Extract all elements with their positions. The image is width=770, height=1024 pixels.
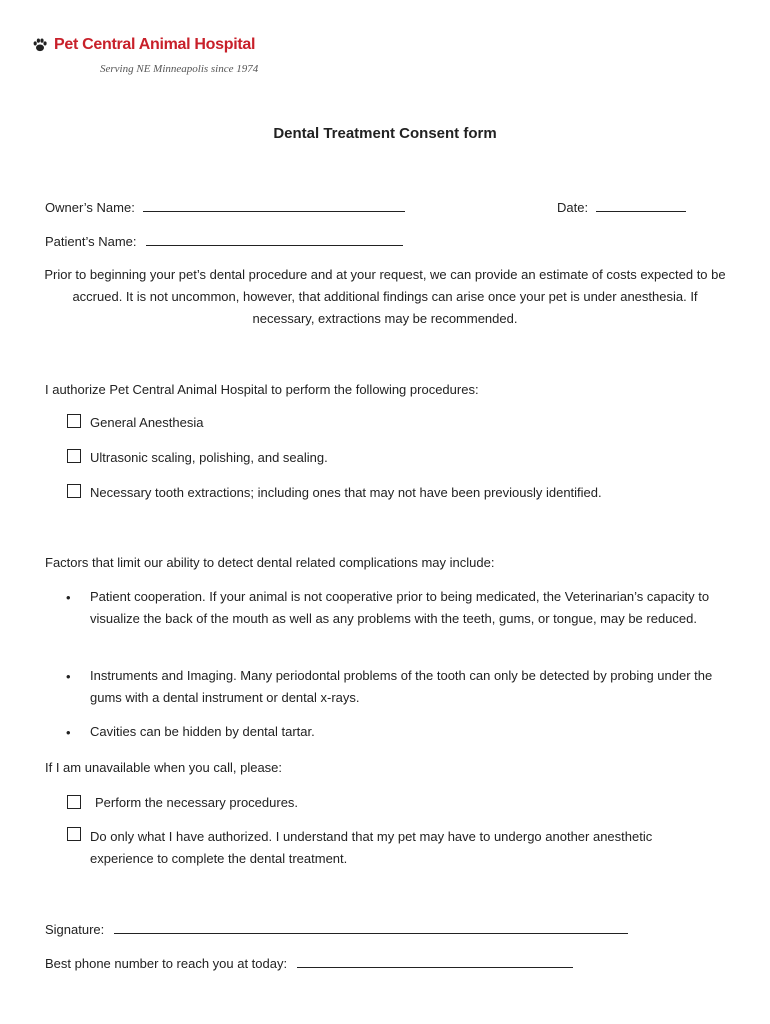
owner-name-field[interactable] — [143, 199, 405, 212]
bullet-icon: • — [66, 590, 71, 605]
unavailable-heading: If I am unavailable when you call, please: — [45, 760, 283, 775]
signature-field[interactable] — [114, 921, 628, 934]
date-field[interactable] — [596, 199, 686, 212]
bullet-icon: • — [66, 725, 71, 740]
bullet-icon: • — [66, 669, 71, 684]
patient-name-field[interactable] — [146, 233, 403, 246]
extractions-checkbox[interactable] — [67, 484, 81, 498]
patient-name-label: Patient’s Name: — [45, 234, 137, 249]
authorized-only-checkbox[interactable] — [67, 827, 81, 841]
general-anesthesia-label: General Anesthesia — [90, 415, 204, 430]
extractions-label: Necessary tooth extractions; including ones that may not have been previously identified. — [90, 485, 602, 500]
factors-heading: Factors that limit our ability to detect dental related complications may include: — [45, 555, 495, 570]
factor-item: Patient cooperation. If your animal is not cooperative prior to being medicated, the Veterinarian’s capacity to visualize the back of the mouth as well as any problems with the teeth, gums, or tongue, may be reduced. — [90, 589, 710, 626]
perform-procedures-checkbox[interactable] — [67, 795, 81, 809]
signature-row — [45, 921, 628, 937]
authorized-only-label: Do only what I have authorized. I understand that my pet may have to undergo another anesthetic experience to complete the dental treatment. — [90, 829, 653, 866]
scaling-label: Ultrasonic scaling, polishing, and sealing. — [90, 450, 328, 465]
form-title: Dental Treatment Consent form — [273, 125, 497, 142]
paw-icon — [32, 37, 48, 53]
phone-label: Best phone number to reach you at today: — [45, 956, 288, 971]
owner-name-label: Owner’s Name: — [45, 200, 135, 215]
perform-procedures-label: Perform the necessary procedures. — [95, 795, 299, 810]
general-anesthesia-checkbox[interactable] — [67, 414, 81, 428]
hospital-logo — [32, 36, 255, 54]
date-row — [557, 199, 686, 215]
intro-paragraph: Prior to beginning your pet’s dental procedure and at your request, we can provide an estimate of costs expected to be accrued. It is not uncommon, however, that additional findings can arise once your pet is under anesthesia. If necessary, extractions may be recommended. — [44, 267, 726, 326]
phone-row — [45, 955, 573, 971]
factor-item: Cavities can be hidden by dental tartar. — [90, 724, 315, 739]
factor-item: Instruments and Imaging. Many periodontal problems of the tooth can only be detected by probing under the gums with a dental instrument or dental x-rays. — [90, 668, 713, 705]
phone-field[interactable] — [297, 955, 573, 968]
scaling-checkbox[interactable] — [67, 449, 81, 463]
date-label: Date: — [557, 200, 589, 215]
owner-name-row — [45, 199, 405, 215]
signature-label: Signature: — [45, 922, 105, 937]
tagline: Serving NE Minneapolis since 1974 — [100, 63, 259, 75]
authorize-heading: I authorize Pet Central Animal Hospital to perform the following procedures: — [45, 382, 479, 397]
patient-name-row — [45, 233, 403, 249]
brand-name: Pet Central Animal Hospital — [54, 36, 256, 53]
